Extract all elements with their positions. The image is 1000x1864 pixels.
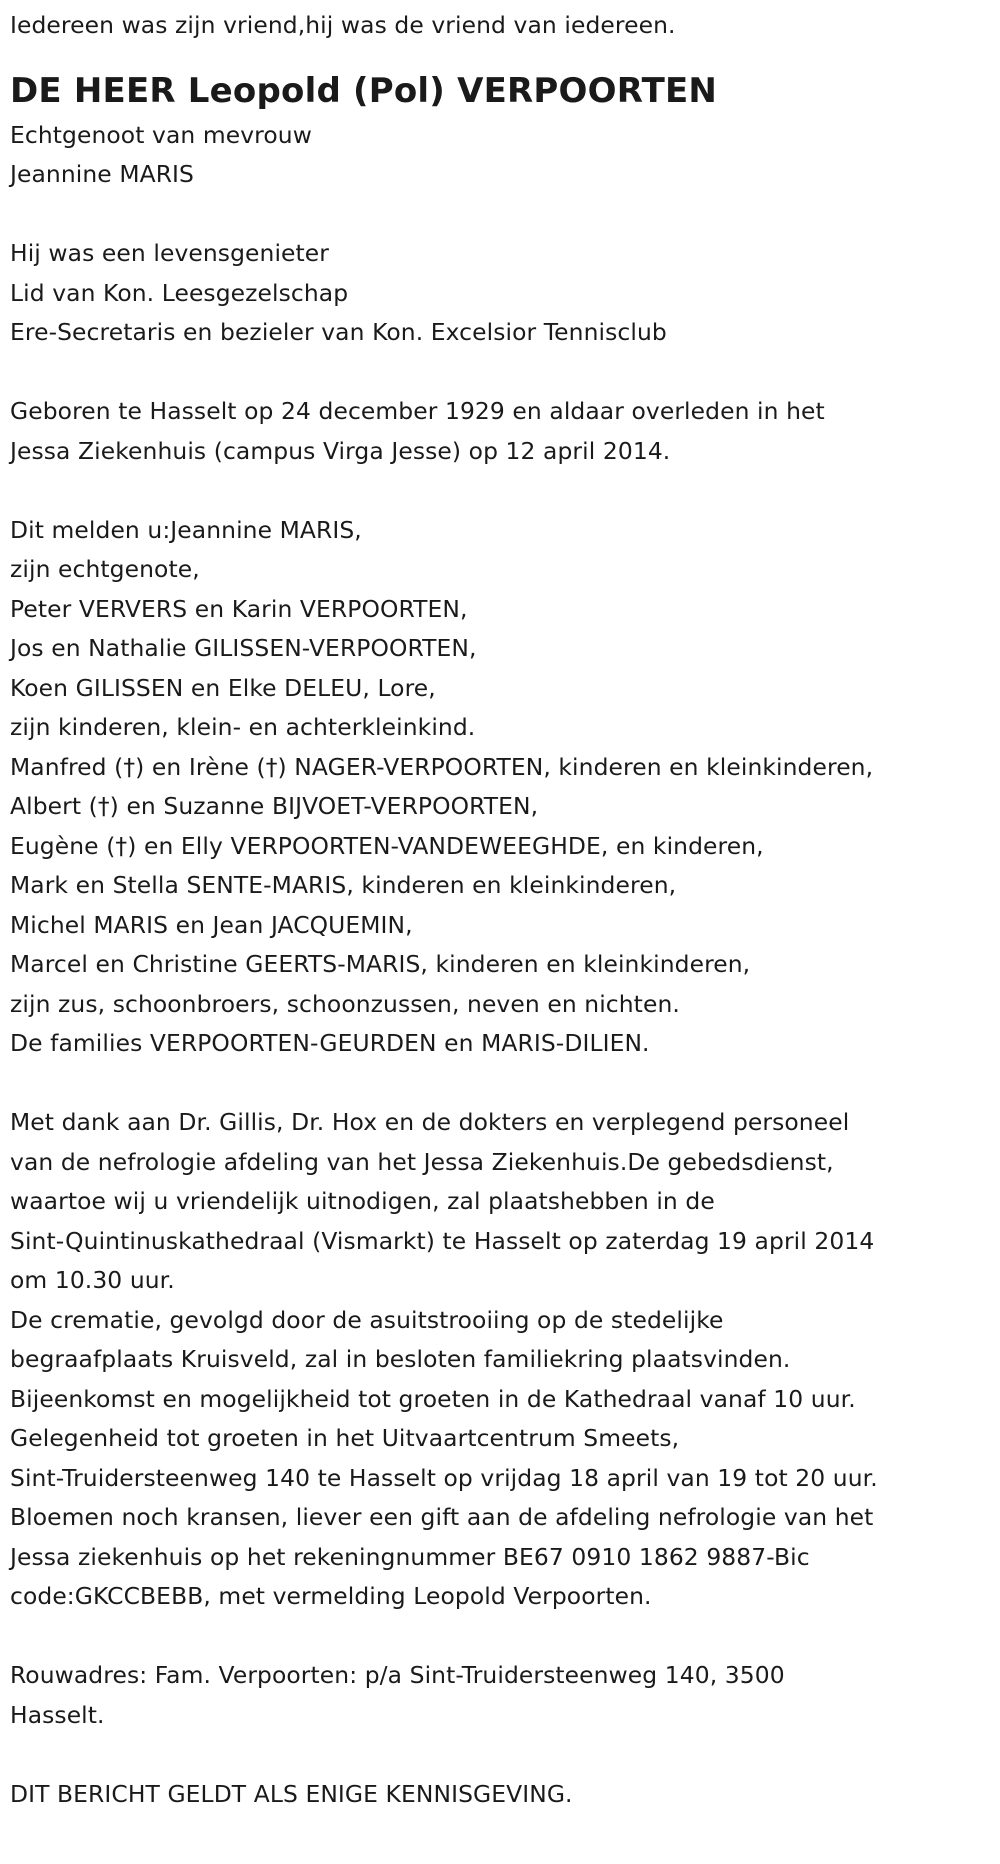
service-line: Gelegenheid tot groeten in het Uitvaartcentrum Smeets, xyxy=(10,1424,680,1452)
family-line: Michel MARIS en Jean JACQUEMIN, xyxy=(10,910,413,939)
spacer xyxy=(10,1617,1000,1657)
service-line: waartoe wij u vriendelijk uitnodigen, zal plaatshebben in de xyxy=(10,1187,715,1215)
birth-death-section xyxy=(10,392,1000,471)
address-line: Hasselt. xyxy=(10,1700,105,1729)
family-line: zijn echtgenote, xyxy=(10,555,200,583)
spacer xyxy=(10,1735,1000,1775)
spouse-section xyxy=(10,116,1000,195)
service-line: code:GKCCBEBB, met vermelding Leopold Verpoorten. xyxy=(10,1582,652,1610)
spouse-line: Echtgenoot van mevrouw xyxy=(10,120,312,149)
spacer xyxy=(10,471,1000,511)
birth-death-line: Geboren te Hasselt op 24 december 1929 en aldaar overleden in het xyxy=(10,397,825,425)
family-line: De families VERPOORTEN-GEURDEN en MARIS-DILIEN. xyxy=(10,1029,650,1057)
family-line: Dit melden u:Jeannine MARIS, xyxy=(10,515,362,544)
service-line: Sint-Quintinuskathedraal (Vismarkt) te Hasselt op zaterdag 19 april 2014 xyxy=(10,1226,875,1255)
family-line: Albert (†) en Suzanne BIJVOET-VERPOORTEN, xyxy=(10,792,539,820)
family-line: Mark en Stella SENTE-MARIS, kinderen en kleinkinderen, xyxy=(10,871,677,899)
birth-death-line: Jessa Ziekenhuis (campus Virga Jesse) op 12 april 2014. xyxy=(10,436,671,465)
address-section xyxy=(10,1656,1000,1735)
intro-quote: Iedereen was zijn vriend,hij was de vriend van iedereen. xyxy=(10,11,676,39)
family-line: zijn kinderen, klein- en achterkleinkind. xyxy=(10,713,476,741)
service-line: Met dank aan Dr. Gillis, Dr. Hox en de dokters en verplegend personeel xyxy=(10,1108,850,1136)
family-line: Manfred (†) en Irène (†) NAGER-VERPOORTEN, kinderen en kleinkinderen, xyxy=(10,752,874,781)
service-line: Bloemen noch kransen, liever een gift aan de afdeling nefrologie van het xyxy=(10,1503,874,1531)
service-line: van de nefrologie afdeling van het Jessa Ziekenhuis.De gebedsdienst, xyxy=(10,1147,834,1176)
family-line: Peter VERVERS en Karin VERPOORTEN, xyxy=(10,594,468,623)
service-section xyxy=(10,1103,1000,1617)
deceased-name-heading: DE HEER Leopold (Pol) VERPOORTEN xyxy=(10,70,718,111)
family-line: Marcel en Christine GEERTS-MARIS, kinderen en kleinkinderen, xyxy=(10,950,751,978)
about-line: Ere-Secretaris en bezieler van Kon. Excelsior Tennisclub xyxy=(10,318,667,346)
spacer xyxy=(10,195,1000,235)
notice-text: DIT BERICHT GELDT ALS ENIGE KENNISGEVING. xyxy=(10,1779,573,1808)
about-section xyxy=(10,234,1000,353)
spacer xyxy=(10,1064,1000,1104)
service-line: Bijeenkomst en mogelijkheid tot groeten in de Kathedraal vanaf 10 uur. xyxy=(10,1384,856,1413)
spouse-line: Jeannine MARIS xyxy=(10,160,195,188)
family-line: zijn zus, schoonbroers, schoonzussen, neven en nichten. xyxy=(10,989,680,1018)
spacer xyxy=(10,353,1000,393)
service-line: begraafplaats Kruisveld, zal in besloten familiekring plaatsvinden. xyxy=(10,1345,791,1373)
family-line: Jos en Nathalie GILISSEN-VERPOORTEN, xyxy=(10,634,477,662)
family-section xyxy=(10,511,1000,1064)
service-line: Jessa ziekenhuis op het rekeningnummer BE67 0910 1862 9887-Bic xyxy=(10,1542,810,1571)
service-line: Sint-Truidersteenweg 140 te Hasselt op vrijdag 18 april van 19 tot 20 uur. xyxy=(10,1463,878,1492)
address-line: Rouwadres: Fam. Verpoorten: p/a Sint-Truidersteenweg 140, 3500 xyxy=(10,1661,785,1689)
family-line: Eugène (†) en Elly VERPOORTEN-VANDEWEEGHDE, en kinderen, xyxy=(10,831,764,860)
service-line: De crematie, gevolgd door de asuitstrooiing op de stedelijke xyxy=(10,1305,724,1334)
about-line: Hij was een levensgenieter xyxy=(10,239,330,267)
family-line: Koen GILISSEN en Elke DELEU, Lore, xyxy=(10,673,436,702)
service-line: om 10.30 uur. xyxy=(10,1266,175,1294)
about-line: Lid van Kon. Leesgezelschap xyxy=(10,278,349,307)
